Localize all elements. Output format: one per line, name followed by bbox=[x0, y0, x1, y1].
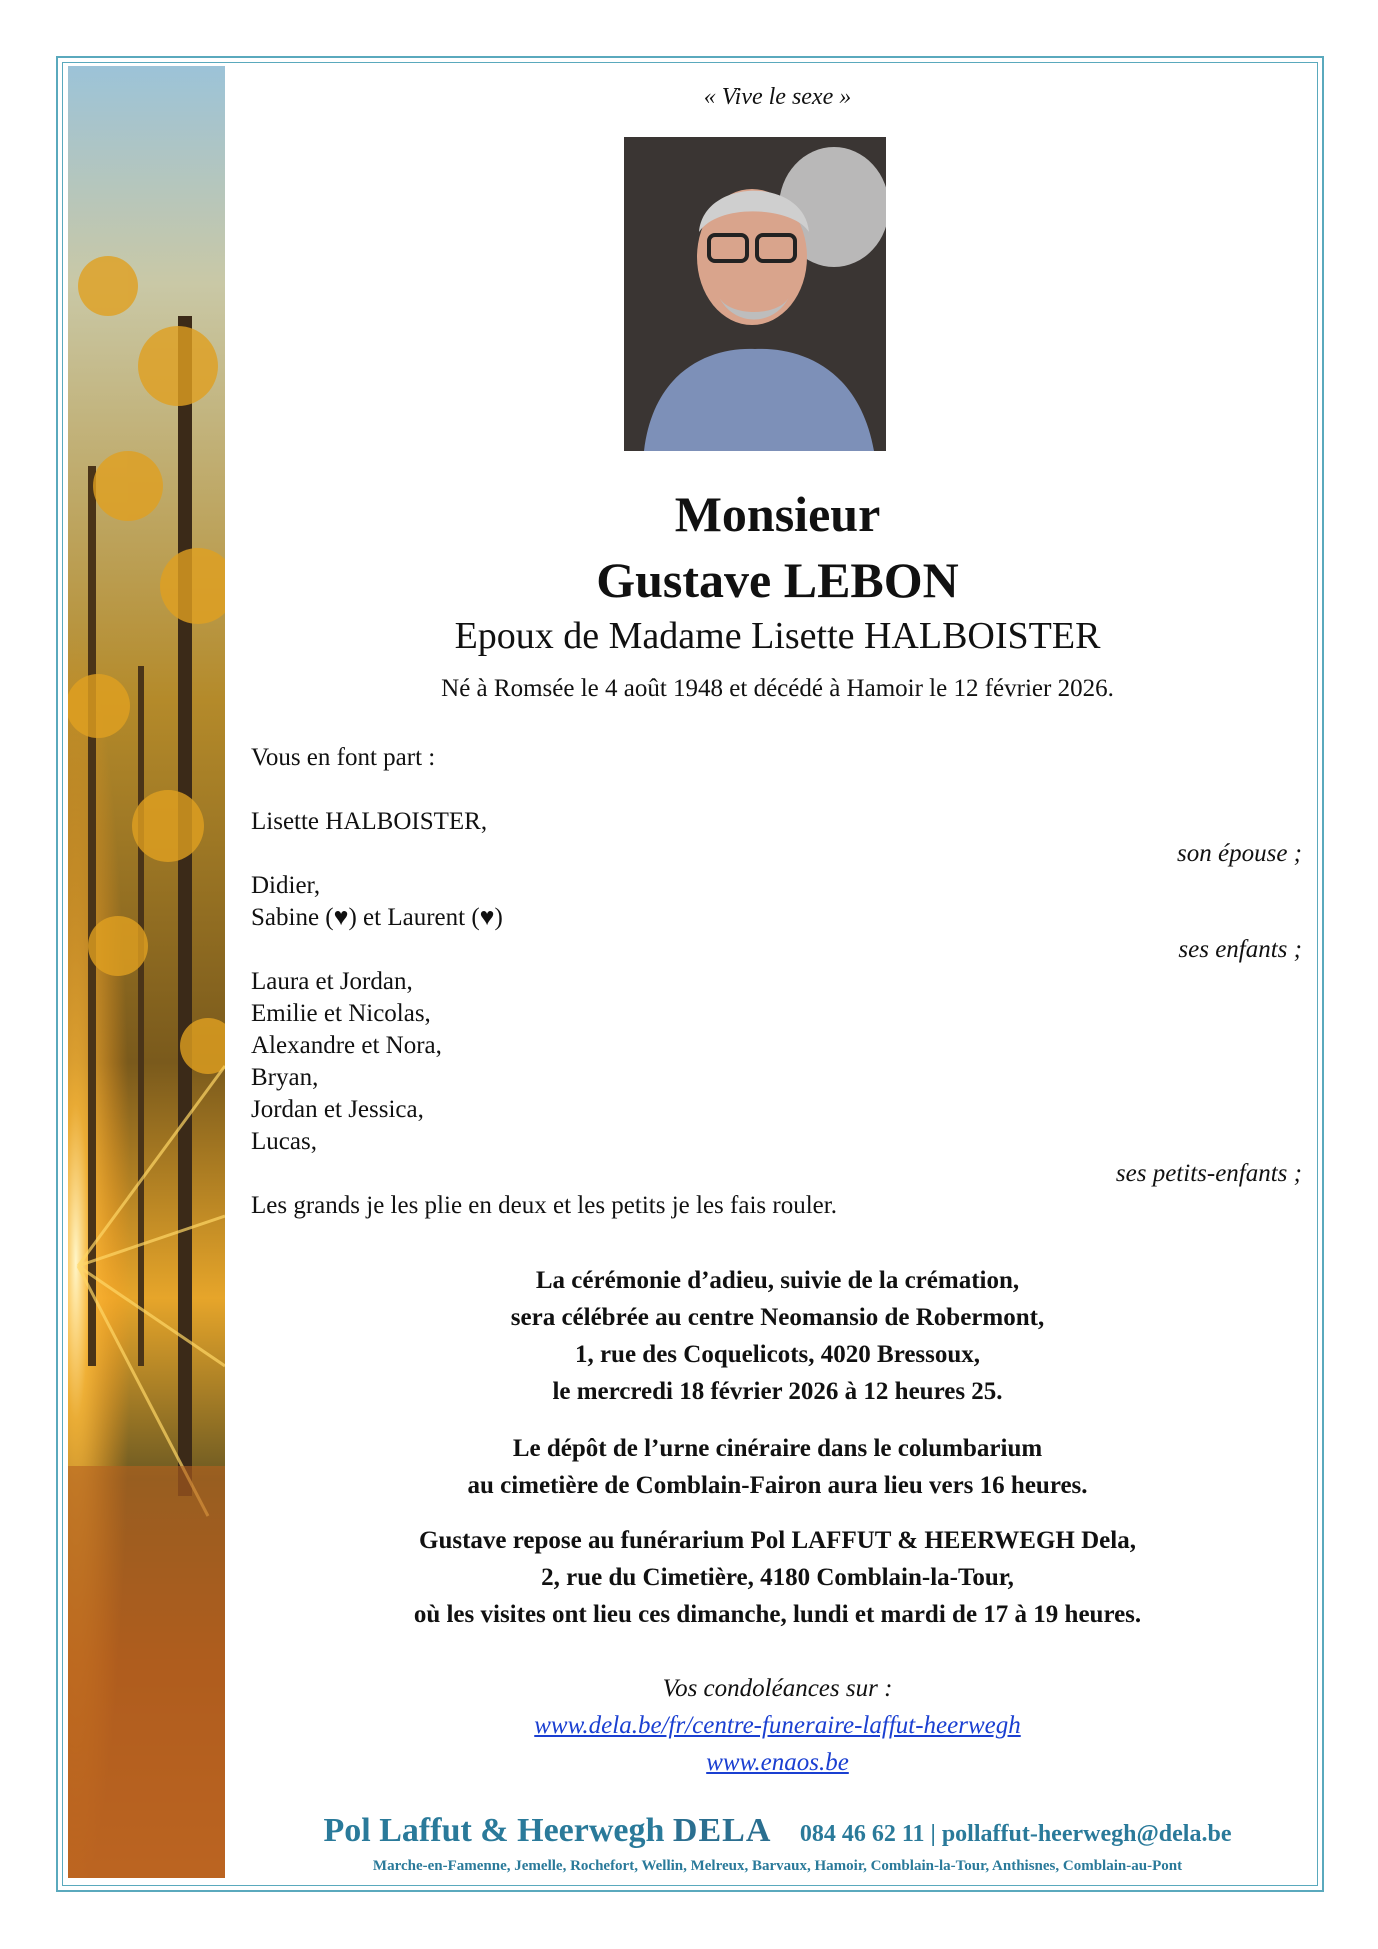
grandchild-item: Jordan et Jessica, bbox=[251, 1096, 424, 1123]
deceased-name: Gustave LEBON bbox=[596, 552, 959, 608]
dela-link[interactable]: www.dela.be/fr/centre-funeraire-laffut-heerwegh bbox=[534, 1712, 1021, 1739]
child-item: Didier, bbox=[251, 872, 321, 899]
urn-line: Le dépôt de l’urne cinéraire dans le columbarium bbox=[512, 1435, 1043, 1462]
rest-block bbox=[240, 1522, 1315, 1633]
dela-logo: DELA bbox=[672, 1812, 772, 1849]
urn-block bbox=[240, 1430, 1315, 1504]
ceremony-line: sera célébrée au centre Neomansio de Robermont, bbox=[510, 1304, 1045, 1331]
announce-text: Vous en font part : bbox=[251, 744, 436, 771]
grandchild-item: Alexandre et Nora, bbox=[251, 1032, 442, 1059]
child-item: Sabine (♥) et Laurent (♥) bbox=[251, 904, 503, 931]
autumn-forest-image bbox=[68, 66, 225, 1878]
deceased-title: Monsieur bbox=[674, 486, 881, 542]
rest-line: 2, rue du Cimetière, 4180 Comblain-la-Tour, bbox=[541, 1564, 1014, 1591]
spouse-name: Lisette HALBOISTER, bbox=[251, 808, 488, 835]
closing-line: Les grands je les plie en deux et les petits je les fais rouler. bbox=[251, 1192, 837, 1219]
ceremony-line: le mercredi 18 février 2026 à 12 heures 25. bbox=[552, 1378, 1003, 1405]
spouse-role: son épouse ; bbox=[1177, 840, 1302, 867]
enaos-link[interactable]: www.enaos.be bbox=[706, 1749, 849, 1776]
ceremony-line: 1, rue des Coquelicots, 4020 Bressoux, bbox=[574, 1341, 981, 1368]
urn-line: au cimetière de Comblain-Fairon aura lieu vers 16 heures. bbox=[467, 1472, 1088, 1499]
spouse-line: Epoux de Madame Lisette HALBOISTER bbox=[454, 615, 1101, 657]
condolences-block bbox=[240, 1670, 1315, 1781]
portrait-photo bbox=[624, 137, 886, 451]
birth-death-line: Né à Romsée le 4 août 1948 et décédé à Hamoir le 12 février 2026. bbox=[441, 675, 1114, 702]
ceremony-block bbox=[240, 1262, 1315, 1410]
ceremony-line: La cérémonie d’adieu, suivie de la crémation, bbox=[535, 1267, 1020, 1294]
grandchild-item: Bryan, bbox=[251, 1064, 319, 1091]
children-role: ses enfants ; bbox=[1178, 936, 1302, 963]
footer bbox=[240, 1812, 1315, 1875]
grandchildren-role: ses petits-enfants ; bbox=[1115, 1160, 1302, 1187]
rest-line: Gustave repose au funérarium Pol LAFFUT & HEERWEGH Dela, bbox=[419, 1527, 1136, 1554]
condolences-label: Vos condoléances sur : bbox=[662, 1675, 893, 1702]
grandchild-item: Emilie et Nicolas, bbox=[251, 1000, 431, 1027]
grandchild-item: Lucas, bbox=[251, 1128, 317, 1155]
rest-line: où les visites ont lieu ces dimanche, lundi et mardi de 17 à 19 heures. bbox=[413, 1601, 1142, 1628]
grandchild-item: Laura et Jordan, bbox=[251, 968, 413, 995]
brand-name: Pol Laffut & Heerwegh bbox=[323, 1812, 665, 1849]
quote: « Vive le sexe » bbox=[703, 84, 852, 110]
footer-contact: 084 46 62 11 | pollaffut-heerwegh@dela.be bbox=[799, 1821, 1232, 1847]
footer-locations: Marche-en-Famenne, Jemelle, Rochefort, Wellin, Melreux, Barvaux, Hamoir, Comblain-la-Tour, Anthisnes, Comblain-au-Pont bbox=[372, 1858, 1183, 1874]
